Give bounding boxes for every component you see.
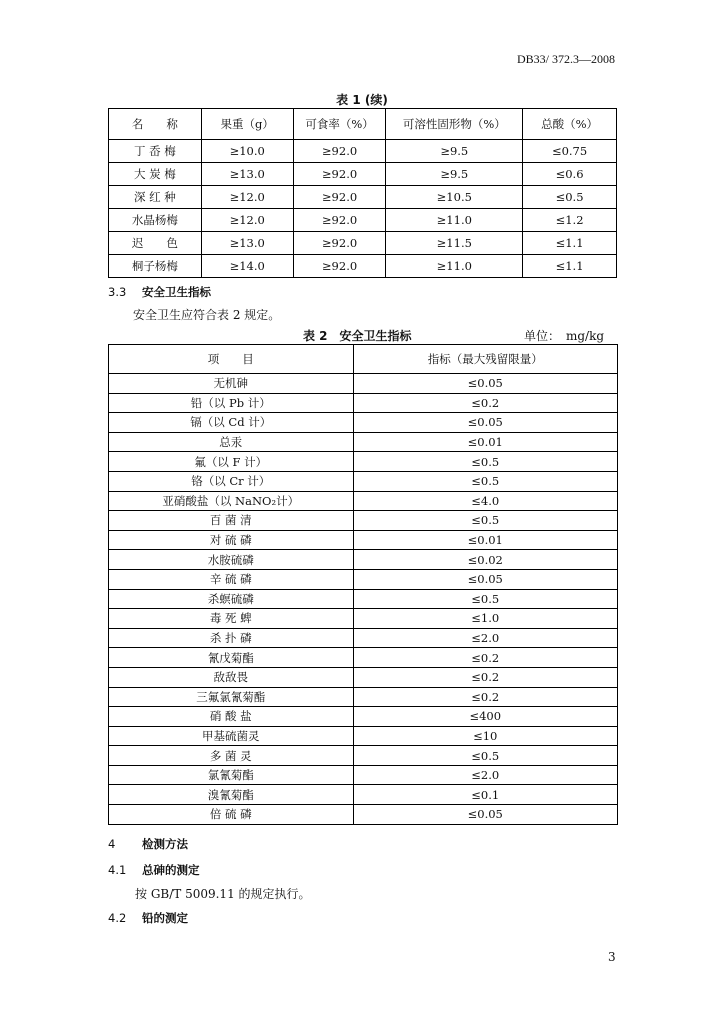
table2-row: [109, 667, 618, 687]
section-4-1-text: 按 GB/T 5009.11 的规定执行。: [135, 887, 311, 901]
table-cell: ≤0.5: [353, 746, 617, 766]
table1-header-cell: 可溶性固形物（%）: [386, 109, 523, 140]
section-3-3-heading: [108, 284, 211, 300]
section-number: 4: [108, 837, 116, 851]
table-cell: 镉（以 Cd 计）: [109, 413, 354, 433]
table-cell: ≤0.75: [523, 140, 617, 163]
table2-row: [109, 393, 618, 413]
table-cell: 水胺硫磷: [109, 550, 354, 570]
table-cell: 多 菌 灵: [109, 746, 354, 766]
table2-row: [109, 726, 618, 746]
section-number: 3.3: [108, 285, 127, 299]
section-4-1-heading: [108, 862, 200, 878]
table-cell: 对 硫 磷: [109, 530, 354, 550]
table2-unit: 单位： mg/kg: [524, 329, 605, 343]
table-cell: ≤0.5: [353, 452, 617, 472]
table2-caption: 表 2 安全卫生指标: [303, 329, 412, 343]
table-cell: ≤0.6: [523, 163, 617, 186]
table1-row: [109, 255, 617, 278]
table2-row: [109, 589, 618, 609]
table-cell: 水晶杨梅: [109, 209, 202, 232]
table1-row: [109, 163, 617, 186]
table-cell: ≥9.5: [386, 140, 523, 163]
table-cell: 杀螟硫磷: [109, 589, 354, 609]
table1-header-cell: 可食率（%）: [293, 109, 386, 140]
table-cell: 硝 酸 盐: [109, 707, 354, 727]
table2-row: [109, 648, 618, 668]
table-cell: ≤0.5: [353, 511, 617, 531]
table-cell: ≤0.2: [353, 667, 617, 687]
table2-row: [109, 491, 618, 511]
table-cell: ≤0.05: [353, 413, 617, 433]
section-title: 检测方法: [142, 837, 188, 851]
table2-row: [109, 452, 618, 472]
table-cell: ≤0.5: [523, 186, 617, 209]
table-cell: ≤1.0: [353, 609, 617, 629]
table-cell: 铬（以 Cr 计）: [109, 471, 354, 491]
table-cell: 甲基硫菌灵: [109, 726, 354, 746]
table-cell: ≤0.05: [353, 374, 617, 394]
table-cell: ≤0.05: [353, 805, 617, 825]
table2-row: [109, 628, 618, 648]
table2-row: [109, 511, 618, 531]
table-cell: ≥92.0: [293, 163, 386, 186]
table-cell: 铅（以 Pb 计）: [109, 393, 354, 413]
table1-row: [109, 186, 617, 209]
table-cell: 敌敌畏: [109, 667, 354, 687]
table-cell: 毒 死 蜱: [109, 609, 354, 629]
table-cell: ≥10.0: [201, 140, 293, 163]
table-cell: ≥92.0: [293, 140, 386, 163]
table2-row: [109, 413, 618, 433]
table-cell: ≤10: [353, 726, 617, 746]
table-cell: 三氟氯氰菊酯: [109, 687, 354, 707]
table1-row: [109, 140, 617, 163]
section-title: 安全卫生指标: [142, 285, 211, 299]
table-cell: ≤1.2: [523, 209, 617, 232]
section-4-2-heading: [108, 910, 188, 926]
table-cell: ≤4.0: [353, 491, 617, 511]
table1-row: [109, 232, 617, 255]
section-number: 4.2: [108, 911, 127, 925]
table-cell: ≤0.2: [353, 648, 617, 668]
table2-row: [109, 746, 618, 766]
table-cell: ≥13.0: [201, 232, 293, 255]
table-cell: ≤0.2: [353, 687, 617, 707]
table-cell: 氯氰菊酯: [109, 765, 354, 785]
table-cell: ≥11.5: [386, 232, 523, 255]
table-cell: 桐子杨梅: [109, 255, 202, 278]
table2-header-row: [109, 345, 618, 374]
section-title: 总砷的测定: [142, 863, 200, 877]
table1-header-cell: 总酸（%）: [523, 109, 617, 140]
table-cell: ≥12.0: [201, 209, 293, 232]
table-cell: ≥12.0: [201, 186, 293, 209]
table-cell: ≥14.0: [201, 255, 293, 278]
table1-row: [109, 209, 617, 232]
table-cell: ≥92.0: [293, 186, 386, 209]
table-cell: 氰戊菊酯: [109, 648, 354, 668]
table1-header-cell: 果重（g）: [201, 109, 293, 140]
table-cell: 辛 硫 磷: [109, 569, 354, 589]
table2: [108, 344, 618, 825]
section-4-heading: [108, 836, 188, 852]
table2-body: [109, 374, 618, 825]
table-cell: 总汞: [109, 432, 354, 452]
table-cell: ≤0.01: [353, 432, 617, 452]
table2-row: [109, 707, 618, 727]
table-cell: ≥92.0: [293, 232, 386, 255]
table-cell: ≥9.5: [386, 163, 523, 186]
section-title: 铅的测定: [142, 911, 188, 925]
section-number: 4.1: [108, 863, 127, 877]
table-cell: ≤400: [353, 707, 617, 727]
table-cell: ≤0.5: [353, 471, 617, 491]
table-cell: 杀 扑 磷: [109, 628, 354, 648]
table2-row: [109, 805, 618, 825]
table1-body: [109, 140, 617, 278]
table-cell: 氟（以 F 计）: [109, 452, 354, 472]
table-cell: 无机砷: [109, 374, 354, 394]
table1-header-row: [109, 109, 617, 140]
section-3-3-text: 安全卫生应符合表 2 规定。: [133, 308, 281, 322]
table-cell: ≥10.5: [386, 186, 523, 209]
table-cell: ≥13.0: [201, 163, 293, 186]
table2-row: [109, 687, 618, 707]
table-cell: 百 菌 清: [109, 511, 354, 531]
table2-row: [109, 374, 618, 394]
table1-caption: 表 1 (续): [336, 93, 388, 107]
table2-row: [109, 609, 618, 629]
table-cell: ≤2.0: [353, 628, 617, 648]
table2-row: [109, 432, 618, 452]
page-number: 3: [608, 950, 616, 964]
table-cell: 倍 硫 磷: [109, 805, 354, 825]
table2-header-cell: 指标（最大残留限量）: [353, 345, 617, 374]
table2-header-cell: 项 目: [109, 345, 354, 374]
table2-row: [109, 550, 618, 570]
table1-header-cell: 名 称: [109, 109, 202, 140]
table-cell: ≤2.0: [353, 765, 617, 785]
table-cell: ≥92.0: [293, 209, 386, 232]
table-cell: ≥11.0: [386, 255, 523, 278]
table-cell: ≤0.2: [353, 393, 617, 413]
table-cell: 溴氰菊酯: [109, 785, 354, 805]
table-cell: 大 炭 梅: [109, 163, 202, 186]
table-cell: 亚硝酸盐（以 NaNO₂计）: [109, 491, 354, 511]
table-cell: 丁 岙 梅: [109, 140, 202, 163]
document-code: DB33/ 372.3—2008: [516, 52, 615, 66]
table-cell: 迟 色: [109, 232, 202, 255]
table2-row: [109, 569, 618, 589]
table-cell: ≤0.02: [353, 550, 617, 570]
table1: [108, 108, 617, 278]
table-cell: ≤0.01: [353, 530, 617, 550]
table-cell: ≥11.0: [386, 209, 523, 232]
table-cell: ≤1.1: [523, 232, 617, 255]
table2-row: [109, 765, 618, 785]
table-cell: 深 红 种: [109, 186, 202, 209]
table-cell: ≤0.5: [353, 589, 617, 609]
table2-row: [109, 530, 618, 550]
table-cell: ≤1.1: [523, 255, 617, 278]
table2-row: [109, 785, 618, 805]
table2-row: [109, 471, 618, 491]
table-cell: ≤0.05: [353, 569, 617, 589]
table-cell: ≤0.1: [353, 785, 617, 805]
table-cell: ≥92.0: [293, 255, 386, 278]
